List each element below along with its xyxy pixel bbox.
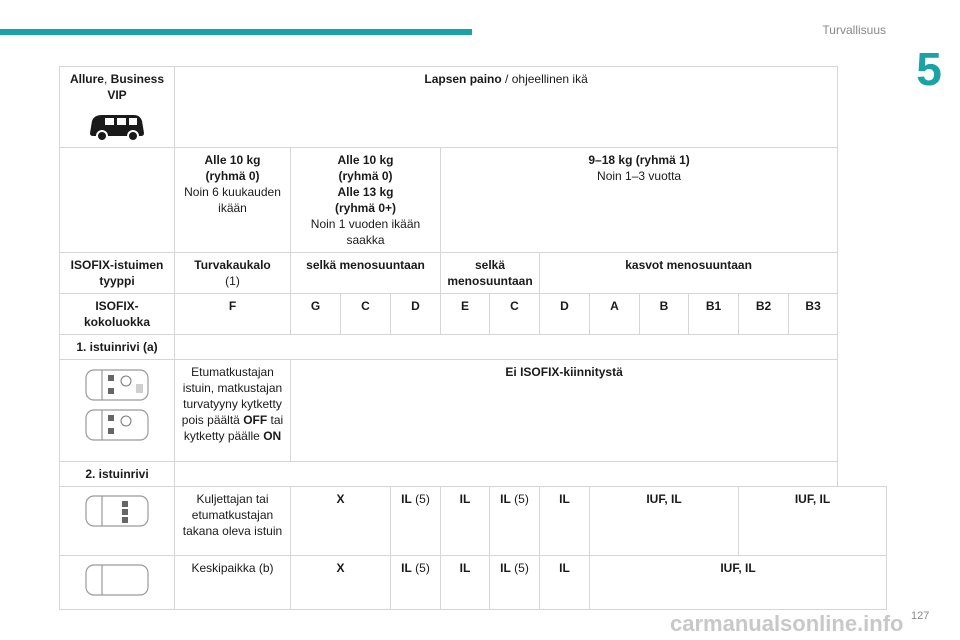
row2-seat1-desc: Kuljettajan tai etumatkustajan takana oleva istuin bbox=[175, 487, 291, 556]
isofix-class: D bbox=[540, 294, 590, 335]
group1-weight: 9–18 kg (ryhmä 1) bbox=[588, 153, 690, 167]
isofix-type-label: ISOFIX-istuimen tyyppi bbox=[60, 253, 175, 294]
group0plus-weight1: Alle 10 kg bbox=[337, 153, 394, 167]
isofix-class: B3 bbox=[789, 294, 838, 335]
row2-seat1-c1: X bbox=[291, 487, 391, 556]
isofix-class: B1 bbox=[689, 294, 739, 335]
group0-weight: Alle 10 kg bbox=[204, 153, 261, 167]
isofix-class: A bbox=[590, 294, 640, 335]
section-title: Turvallisuus bbox=[822, 23, 886, 37]
carrycot-note: (1) bbox=[225, 274, 240, 288]
row2-spacer bbox=[175, 462, 838, 487]
rear-facing-1: selkä menosuuntaan bbox=[291, 253, 441, 294]
header-accent-bar bbox=[0, 29, 472, 35]
model-sep: , bbox=[103, 72, 108, 86]
row2-seat1-c2 bbox=[391, 487, 441, 556]
isofix-class: E bbox=[441, 294, 490, 335]
isofix-class-label: ISOFIX-kokoluokka bbox=[60, 294, 175, 335]
group0-age: Noin 6 kuukauden ikään bbox=[184, 185, 281, 215]
row1-seat-text: Etumatkustajan istuin, matkustajan turvatyyny kytketty pois päältä bbox=[181, 365, 283, 427]
row2-seat1-c2-code: IL bbox=[401, 492, 412, 506]
row2-seat2-desc: Keskipaikka (b) bbox=[175, 556, 291, 610]
row2-seat1-c3: IL bbox=[441, 487, 490, 556]
row2-seat2-c4 bbox=[490, 556, 540, 610]
isofix-table bbox=[59, 66, 887, 610]
row1-figure-cell bbox=[60, 360, 175, 462]
row2-seat2-c2 bbox=[391, 556, 441, 610]
group0plus-group1: (ryhmä 0) bbox=[338, 169, 393, 183]
airbag-off-label: OFF bbox=[243, 413, 268, 427]
row2-seat1-figure-cell bbox=[60, 487, 175, 556]
seat-layout-icon bbox=[82, 562, 152, 598]
group1-age: Noin 1–3 vuotta bbox=[597, 169, 682, 183]
empty-cell bbox=[60, 148, 175, 253]
van-icon bbox=[86, 111, 148, 143]
row2-seat2-c3: IL bbox=[441, 556, 490, 610]
row2-seat1-c4 bbox=[490, 487, 540, 556]
row1-seat-desc bbox=[175, 360, 291, 462]
isofix-class: B2 bbox=[739, 294, 789, 335]
row2-seat2-c5: IL bbox=[540, 556, 590, 610]
row1-seat-text2: tai kytketty päälle bbox=[183, 413, 284, 443]
row2-seat2-c4-note: (5) bbox=[510, 561, 529, 575]
row1-spacer bbox=[175, 335, 838, 360]
weight-heading: Lapsen paino bbox=[424, 72, 502, 86]
isofix-class: C bbox=[341, 294, 391, 335]
weight-heading-cell bbox=[175, 67, 838, 148]
model-cell bbox=[60, 67, 175, 148]
row2-seat2-c6: IUF, IL bbox=[590, 556, 887, 610]
model-name-2: Business VIP bbox=[107, 72, 165, 102]
row1-label: 1. istuinrivi (a) bbox=[60, 335, 175, 360]
row2-label: 2. istuinrivi bbox=[60, 462, 175, 487]
row2-seat1-c4-code: IL bbox=[500, 492, 511, 506]
group0plus-group2: (ryhmä 0+) bbox=[334, 201, 397, 215]
row2-seat1-c2-note: (5) bbox=[411, 492, 430, 506]
row2-seat1-c7: IUF, IL bbox=[739, 487, 887, 556]
chapter-number: 5 bbox=[916, 43, 942, 95]
airbag-on-label: ON bbox=[263, 429, 282, 443]
isofix-class: C bbox=[490, 294, 540, 335]
seat-layout-icon bbox=[82, 493, 152, 529]
group0plus-age: Noin 1 vuoden ikään saakka bbox=[310, 217, 421, 247]
group0-cell bbox=[175, 148, 291, 253]
isofix-class: G bbox=[291, 294, 341, 335]
row2-seat2-c4-code: IL bbox=[500, 561, 511, 575]
watermark: carmanualsonline.info bbox=[670, 611, 904, 636]
row2-seat1-c5: IL bbox=[540, 487, 590, 556]
group1-cell bbox=[441, 148, 838, 253]
weight-heading-rest: / ohjeellinen ikä bbox=[501, 72, 588, 86]
row2-seat2-c2-code: IL bbox=[401, 561, 412, 575]
forward-facing: kasvot menosuuntaan bbox=[540, 253, 838, 294]
row2-seat1-c6: IUF, IL bbox=[590, 487, 739, 556]
carrycot-cell bbox=[175, 253, 291, 294]
page-number: 127 bbox=[911, 610, 930, 622]
group0plus-cell bbox=[291, 148, 441, 253]
row2-seat2-figure-cell bbox=[60, 556, 175, 610]
row2-seat1-c4-note: (5) bbox=[510, 492, 529, 506]
model-name: Allure bbox=[69, 72, 104, 86]
seat-layout-icon bbox=[82, 366, 152, 446]
row1-result: Ei ISOFIX-kiinnitystä bbox=[291, 360, 838, 462]
rear-facing-2: selkä menosuuntaan bbox=[441, 253, 540, 294]
isofix-class: F bbox=[175, 294, 291, 335]
isofix-class: B bbox=[640, 294, 689, 335]
carrycot-label: Turvakaukalo bbox=[194, 258, 271, 272]
row2-seat2-c1: X bbox=[291, 556, 391, 610]
row2-seat2-c2-note: (5) bbox=[411, 561, 430, 575]
group0plus-weight2: Alle 13 kg bbox=[337, 185, 394, 199]
group0-group: (ryhmä 0) bbox=[205, 169, 260, 183]
isofix-class: D bbox=[391, 294, 441, 335]
